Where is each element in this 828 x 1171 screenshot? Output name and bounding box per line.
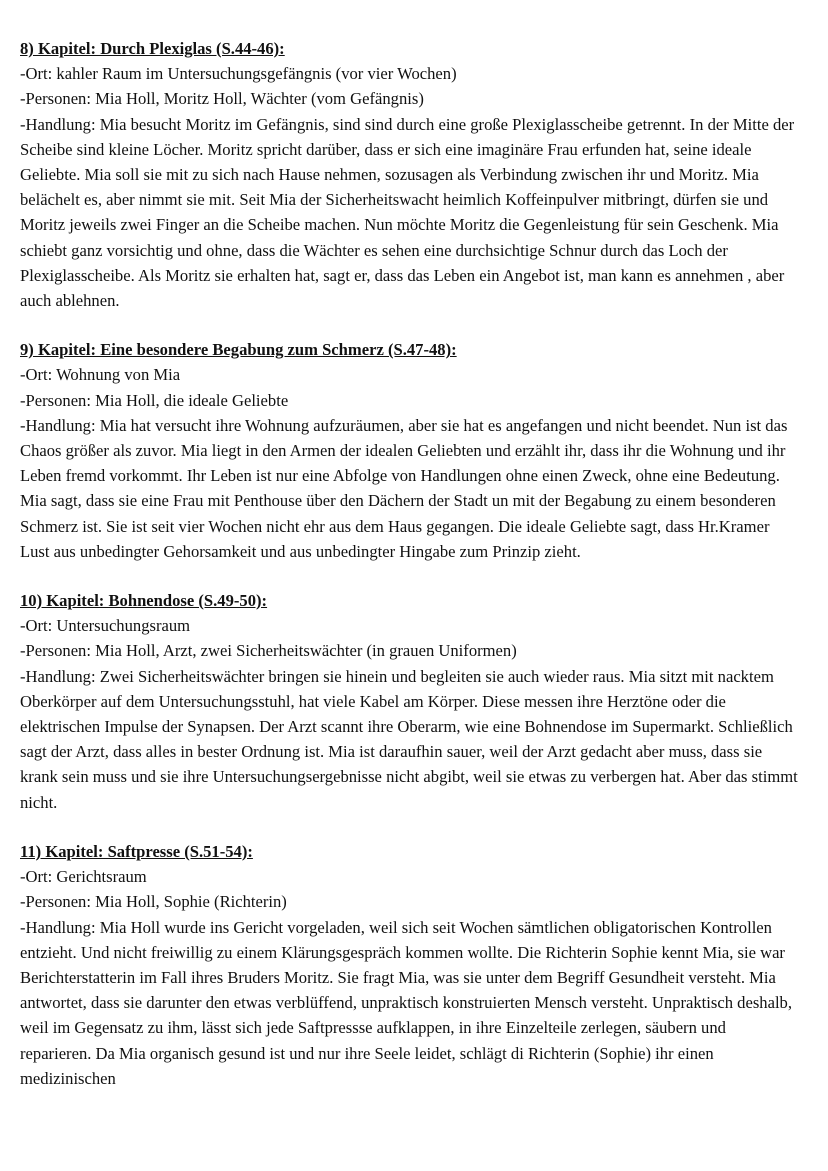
- chapter-personen: -Personen: Mia Holl, Sophie (Richterin): [20, 892, 287, 912]
- chapter-ort: -Ort: Gerichtsraum: [20, 867, 147, 887]
- chapter-11: [20, 839, 798, 1091]
- chapter-personen: -Personen: Mia Holl, Arzt, zwei Sicherheitswächter (in grauen Uniformen): [20, 641, 517, 661]
- chapter-heading: 9) Kapitel: Eine besondere Begabung zum Schmerz (S.47-48):: [20, 340, 457, 360]
- chapter-heading: 8) Kapitel: Durch Plexiglas (S.44-46):: [20, 39, 285, 58]
- chapter-ort: -Ort: kahler Raum im Untersuchungsgefängnis (vor vier Wochen): [20, 64, 457, 84]
- chapter-9: [20, 337, 798, 564]
- chapter-heading: 10) Kapitel: Bohnendose (S.49-50):: [20, 591, 268, 611]
- chapter-8: [20, 36, 798, 313]
- chapter-10: [20, 588, 798, 815]
- chapter-ort: -Ort: Wohnung von Mia: [20, 365, 181, 385]
- chapter-personen: -Personen: Mia Holl, Moritz Holl, Wächter (vom Gefängnis): [20, 89, 424, 109]
- chapter-handlung: -Handlung: Zwei Sicherheitswächter bringen sie hinein und begleiten sie auch wieder raus. Mia sitzt mit nacktem Oberkörper auf dem Untersuchungsstuhl, hat viele Kabel am Körper. Diese messen ihre Herztöne oder die elektrischen Impulse der Synapsen. Der Arzt scannt ihre Oberarm, wie eine Bohnendose im Supermarkt. Schließlich sagt der Arzt, dass alles in bester Ordnung ist. Mia ist daraufhin sauer, weil der Arzt gedacht aber muss, dass sie krank sein muss und sie ihre Untersuchungsergebnisse nicht abgibt, weil sie etwas zu verbergen hat. Aber das stimmt nicht.: [20, 666, 798, 812]
- chapter-handlung: -Handlung: Mia besucht Moritz im Gefängnis, sind sind durch eine große Plexiglasscheibe getrennt. In der Mitte der Scheibe sind kleine Löcher. Moritz spricht darüber, dass er sich eine imaginäre Frau erfunden hat, seine ideale Geliebte. Mia soll sie mit zu sich nach Hause nehmen, sozusagen als Verbindung zwischen ihr und Moritz. Mia belächelt es, aber nimmt sie mit. Seit Mia der Sicherheitswacht heimlich Koffeinpulver mitbringt, dürfen sie und Moritz jeweils zwei Finger an die Scheibe machen. Nun möchte Moritz die Gegenleistung für sein Geschenk. Mia schiebt ganz vorsichtig und ohne, dass die Wächter es sehen eine durchsichtige Schnur durch das Loch der Plexiglasscheibe. Als Moritz sie erhalten hat, sagt er, dass das Leben ein Angebot ist, man kann es annehmen , aber auch ablehnen.: [20, 114, 795, 311]
- chapter-personen: -Personen: Mia Holl, die ideale Geliebte: [20, 390, 289, 410]
- chapter-handlung: -Handlung: Mia Holl wurde ins Gericht vorgeladen, weil sich seit Wochen sämtlichen obligatorischen Kontrollen entzieht. Und nicht freiwillig zu einem Klärungsgespräch kommen wollte. Die Richterin Sophie kennt Mia, sie war Berichterstatterin im Fall ihres Bruders Moritz. Sie fragt Mia, was sie unter dem Begriff Gesundheit versteht. Mia antwortet, dass sie darunter den etwas verblüffend, unpraktisch konstruierten Mensch versteht. Unpraktisch deshalb, weil im Gegensatz zu ihm, lässt sich jede Saftpressse aufklappen, in ihre Einzelteile zerlegen, säubern und reparieren. Da Mia organisch gesund ist und nur ihre Seele leidet, schlägt di Richterin (Sophie) ihr einen medizinischen: [20, 917, 793, 1088]
- chapter-ort: -Ort: Untersuchungsraum: [20, 616, 191, 636]
- chapter-handlung: -Handlung: Mia hat versucht ihre Wohnung aufzuräumen, aber sie hat es angefangen und nicht beendet. Nun ist das Chaos größer als zuvor. Mia liegt in den Armen der idealen Geliebten und erzählt ihr, dass ihr die Wohnung und ihr Leben fremd vorkommt. Ihr Leben ist nur eine Abfolge von Handlungen ohne einen Zweck, ohne eine Bedeutung. Mia sagt, dass sie eine Frau mit Penthouse über den Dächern der Stadt un mit der Begabung zu einem besonderen Schmerz ist. Sie ist seit vier Wochen nicht ehr aus dem Haus gegangen. Die ideale Geliebte sagt, dass Hr.Kramer Lust aus unbedingter Gehorsamkeit und aus unbedingter Hingabe zum Prinzip zieht.: [20, 415, 788, 561]
- chapter-heading: 11) Kapitel: Saftpresse (S.51-54):: [20, 841, 253, 861]
